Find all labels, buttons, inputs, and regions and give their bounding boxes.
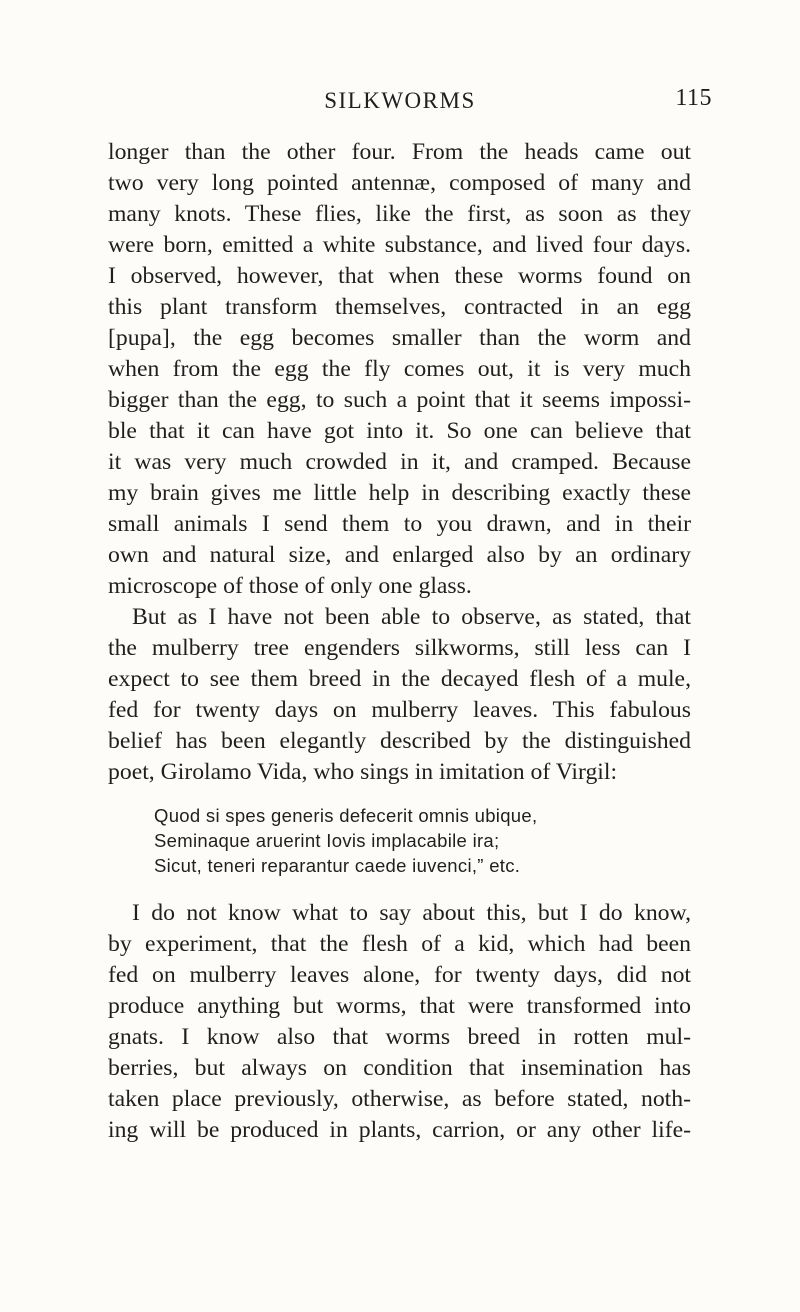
text-line: my brain gives me little help in describing exactly these	[108, 480, 691, 506]
text-line: two very long pointed antennæ, composed of many and	[108, 170, 691, 196]
text-line: when from the egg the fly comes out, it is very much	[108, 356, 691, 382]
text-line: own and natural size, and enlarged also by an ordinary	[108, 542, 691, 568]
text-line: berries, but always on condition that insemination has	[108, 1055, 691, 1081]
text-line: produce anything but worms, that were transformed into	[108, 993, 691, 1019]
text-line: this plant transform themselves, contracted in an egg	[108, 294, 691, 320]
page-number: 115	[675, 85, 712, 111]
text-line: microscope of those of only one glass.	[108, 573, 472, 599]
text-line: it was very much crowded in it, and cramped. Because	[108, 449, 691, 475]
text-line: many knots. These flies, like the first, as soon as they	[108, 201, 691, 227]
text-line: fed on mulberry leaves alone, for twenty days, did not	[108, 962, 691, 988]
running-title: SILKWORMS	[324, 88, 476, 113]
text-line: ing will be produced in plants, carrion, or any other life-	[108, 1117, 691, 1143]
text-line: I observed, however, that when these worms found on	[108, 263, 691, 289]
text-line: by experiment, that the flesh of a kid, which had been	[108, 931, 691, 957]
paragraph-1	[108, 137, 691, 602]
paragraph-3	[108, 898, 691, 1146]
text-line: expect to see them breed in the decayed flesh of a mule,	[108, 666, 691, 692]
body-text	[108, 137, 691, 1146]
verse-quotation	[108, 803, 691, 878]
text-line: longer than the other four. From the heads came out	[108, 139, 691, 165]
text-line: I do not know what to say about this, but I do know,	[132, 900, 691, 926]
text-line: were born, emitted a white substance, and lived four days.	[108, 232, 691, 258]
text-line: ble that it can have got into it. So one can believe that	[108, 418, 691, 444]
text-line: poet, Girolamo Vida, who sings in imitation of Virgil:	[108, 759, 618, 785]
running-header	[110, 85, 712, 118]
text-line: taken place previously, otherwise, as before stated, noth-	[108, 1086, 691, 1112]
text-line: belief has been elegantly described by the distinguished	[108, 728, 691, 754]
text-line: [pupa], the egg becomes smaller than the worm and	[108, 325, 691, 351]
text-line: bigger than the egg, to such a point that it seems impossi-	[108, 387, 691, 413]
text-line: the mulberry tree engenders silkworms, still less can I	[108, 635, 691, 661]
verse-line: Quod si spes generis defecerit omnis ubique,	[154, 805, 538, 826]
text-line: But as I have not been able to observe, as stated, that	[132, 604, 691, 630]
text-line: fed for twenty days on mulberry leaves. This fabulous	[108, 697, 691, 723]
text-line: gnats. I know also that worms breed in rotten mul-	[108, 1024, 691, 1050]
text-line: small animals I send them to you drawn, and in their	[108, 511, 691, 537]
verse-line: Sicut, teneri reparantur caede iuvenci,” etc.	[154, 855, 521, 876]
paragraph-2	[108, 602, 691, 788]
verse-line: Seminaque aruerint Iovis implacabile ira;	[154, 830, 500, 851]
